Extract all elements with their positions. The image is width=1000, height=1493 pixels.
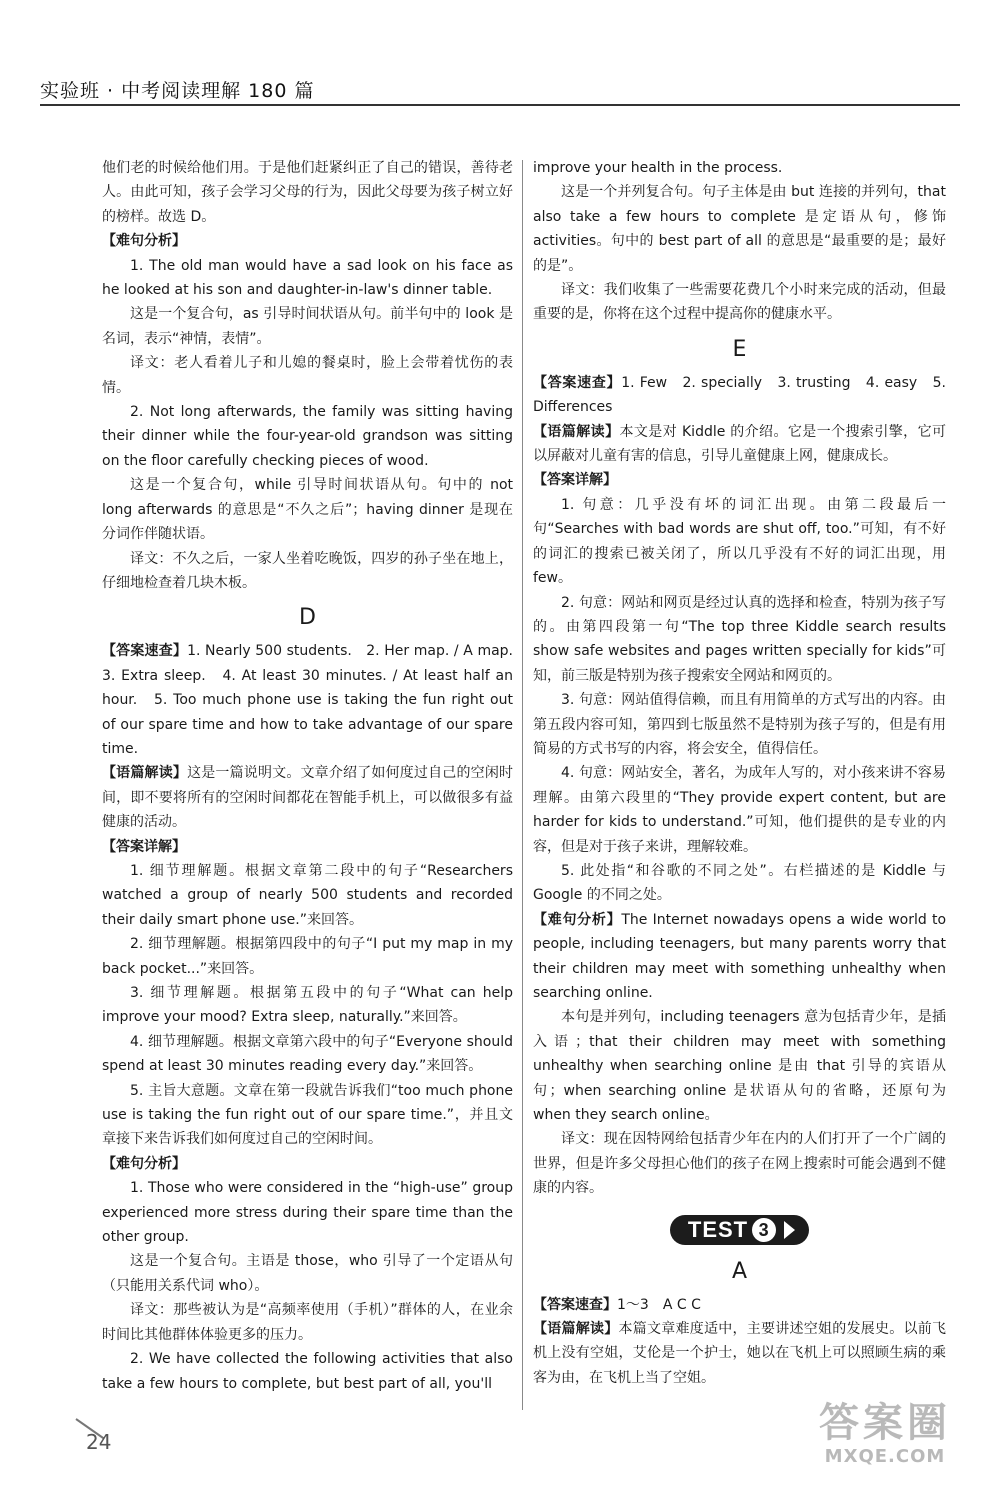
section-label: 【语篇解读】 — [533, 1321, 619, 1338]
hard-sentence — [533, 908, 946, 1006]
section-label: 【难句分析】 — [533, 911, 622, 928]
passage-reading — [533, 420, 946, 469]
column-divider — [522, 160, 523, 1410]
answer-text: 1～3 A C C — [617, 1296, 701, 1313]
paragraph: 3. 细节理解题。根据第五段中的句子“What can help improve your mood? Extra sleep, naturally.”来回答。 — [102, 985, 513, 1026]
reading-text: 本文是对 Kiddle 的介绍。它是一个搜索引擎，它可以屏蔽对儿童有害的信息，引导儿童健康上网，健康成长。 — [533, 423, 946, 465]
section-label: 【答案速查】 — [533, 374, 622, 391]
paragraph: 他们老的时候给他们用。于是他们赶紧纠正了自己的错误，善待老人。由此可知，孩子会学习父母的行为，因此父母要为孩子树立好的榜样。故选 D。 — [102, 160, 513, 225]
watermark-url: MXQE.COM — [824, 1446, 946, 1467]
test-badge — [670, 1215, 809, 1245]
section-heading-e: E — [732, 336, 747, 362]
paragraph: 4. 细节理解题。根据文章第六段中的句子“Everyone should spend at least 30 minutes reading every day.”来回答。 — [102, 1033, 513, 1075]
play-arrow-icon — [784, 1221, 795, 1239]
paragraph: 译文：现在因特网给包括青少年在内的人们打开了一个广阔的世界，但是许多父母担心他们的孩子在网上搜索时可能会遇到不健康的内容。 — [533, 1131, 946, 1197]
paragraph: 2. 句意：网站和网页是经过认真的选择和检查，特别为孩子写的。由第四段第一句“The top three Kiddle search results show safe websites and pages written specially for kids”可知，前三版是特别为孩子搜索安全网站和网页的。 — [533, 594, 946, 684]
paragraph: 5. 主旨大意题。文章在第一段就告诉我们“too much phone use is taking the fun right out of our spare time.”，并且文章接下来告诉我们如何度过自己的空闲时间。 — [102, 1082, 513, 1148]
paragraph: 这是一个复合句，while 引导时间状语从句。句中的 not long afterwards 的意思是“不久之后”；having dinner 是现在分词作伴随状语。 — [102, 477, 513, 543]
paragraph: 1. 句意：几乎没有坏的词汇出现。由第二段最后一句“Searches with bad words are shut off, too.”可知，有不好的词汇的搜索已被关闭了，所以几乎没有不好的词汇出现，用 few。 — [533, 496, 946, 587]
paragraph: 译文：老人看着儿子和儿媳的餐桌时，脸上会带着忧伤的表情。 — [102, 355, 513, 396]
paragraph: 这是一个复合句，as 引导时间状语从句。前半句中的 look 是名词，表示“神情，表情”。 — [102, 306, 513, 347]
paragraph: 1. Those who were considered in the “high-use” group experienced more stress during their spare time than the other group. — [102, 1180, 513, 1246]
answer-check — [102, 639, 528, 761]
watermark — [800, 1400, 970, 1480]
answer-text: 1. Few 2. specially 3. trusting 4. easy 5. Differences — [533, 374, 946, 416]
section-label: 【答案速查】 — [533, 1296, 617, 1313]
left-column — [102, 156, 528, 1396]
test-number: 3 — [752, 1218, 776, 1242]
watermark-logo: 答案圈 — [819, 1400, 951, 1446]
paragraph: improve your health in the process. — [533, 160, 783, 176]
paragraph: 本句是并列句，including teenagers 意为包括青少年，是插入语；that their children may meet with something unhealthy when searching online 是由 that 引导的宾语从句；when searching online 是状语从句的省略，还原句为 when they search online。 — [533, 1009, 946, 1124]
passage-reading — [533, 1317, 946, 1390]
reading-text: 这是一篇说明文。文章介绍了如何度过自己的空闲时间，即不要将所有的空闲时间都花在智能手机上，可以做很多有益健康的活动。 — [102, 765, 514, 831]
section-label: 【难句分析】 — [102, 1155, 186, 1172]
running-header: 实验班 · 中考阅读理解 180 篇 — [40, 80, 315, 102]
paragraph: 译文：那些被认为是“高频率使用（手机）”群体的人，在业余时间比其他群体体验更多的压力。 — [102, 1302, 513, 1343]
section-heading-d: D — [299, 605, 316, 631]
answer-check — [533, 371, 946, 420]
passage-reading — [102, 761, 513, 834]
paragraph: 2. Not long afterwards, the family was sitting having their dinner while the four-year-old grandson was sitting on the floor carefully checking pieces of wood. — [102, 404, 513, 469]
test-badge-wrap — [533, 1215, 946, 1249]
answer-text: 1. Nearly 500 students. 2. Her map. / A map. 3. Extra sleep. 4. At least 30 minutes. / At least half an hour. 5. Too much phone use is taking the fun right out of our spare time and how to take advantage of our spare time. — [102, 643, 528, 757]
section-label: 【难句分析】 — [102, 233, 186, 250]
answer-check — [533, 1293, 946, 1317]
reading-text: 本篇文章难度适中，主要讲述空姐的发展史。以前飞机上没有空姐，艾伦是一个护士，她以在飞机上可以照顾生病的乘客为由，在飞机上当了空姐。 — [533, 1321, 946, 1386]
section-label: 【语篇解读】 — [102, 765, 188, 782]
header-rule — [40, 104, 960, 106]
paragraph: 这是一个复合句。主语是 those，who 引导了一个定语从句（只能用关系代词 who）。 — [102, 1253, 513, 1294]
hard-sentence-text: The Internet nowadays opens a wide world to people, including teenagers, but many parents worry that their children may meet with something unhealthy when searching online. — [533, 911, 947, 1001]
page-number: 24 — [86, 1430, 112, 1454]
paragraph: 译文：不久之后，一家人坐着吃晚饭，四岁的孙子坐在地上，仔细地检查着几块木板。 — [102, 550, 513, 591]
paragraph: 2. We have collected the following activities that also take a few hours to complete, but best part of all, you'll — [102, 1351, 513, 1392]
paragraph: 2. 细节理解题。根据第四段中的句子“I put my map in my back pocket...”来回答。 — [102, 936, 513, 977]
paragraph: 1. 细节理解题。根据文章第二段中的句子“Researchers watched a group of nearly 500 students and recorded their daily smart phone use.”来回答。 — [102, 862, 513, 928]
section-heading-a: A — [731, 1258, 748, 1284]
test-label: TEST — [687, 1216, 749, 1242]
section-label: 【答案详解】 — [533, 472, 617, 489]
paragraph: 5. 此处指“和谷歌的不同之处”。右栏描述的是 Kiddle 与 Google 的不同之处。 — [533, 862, 946, 904]
paragraph: 这是一个并列复合句。句子主体是由 but 连接的并列句，that also take a few hours to complete 是定语从句，修饰 activities。句中的 best part of all 的意思是“最重要的是；最好的是”。 — [533, 184, 946, 274]
paragraph: 1. The old man would have a sad look on his face as he looked at his son and daughter-in-law's dinner table. — [102, 257, 513, 299]
section-label: 【答案速查】 — [102, 643, 188, 660]
paragraph: 3. 句意：网站值得信赖，而且有用简单的方式写出的内容。由第五段内容可知，第四到七版虽然不是特别为孩子写的，但是有用简易的方式书写的内容，将会安全，值得信任。 — [533, 692, 946, 757]
section-label: 【答案详解】 — [102, 838, 186, 855]
paragraph: 4. 句意：网站安全，著名，为成年人写的，对小孩来讲不容易理解。由第六段里的“They provide expert content, but are harder for kids to understand.”可知，他们提供的是专业的内容，但是对于孩子来讲，理解较难。 — [533, 765, 946, 855]
paragraph: 译文：我们收集了一些需要花费几个小时来完成的活动，但最重要的是，你将在这个过程中提高你的健康水平。 — [533, 282, 946, 323]
right-column — [533, 156, 946, 1390]
section-label: 【语篇解读】 — [533, 423, 620, 440]
